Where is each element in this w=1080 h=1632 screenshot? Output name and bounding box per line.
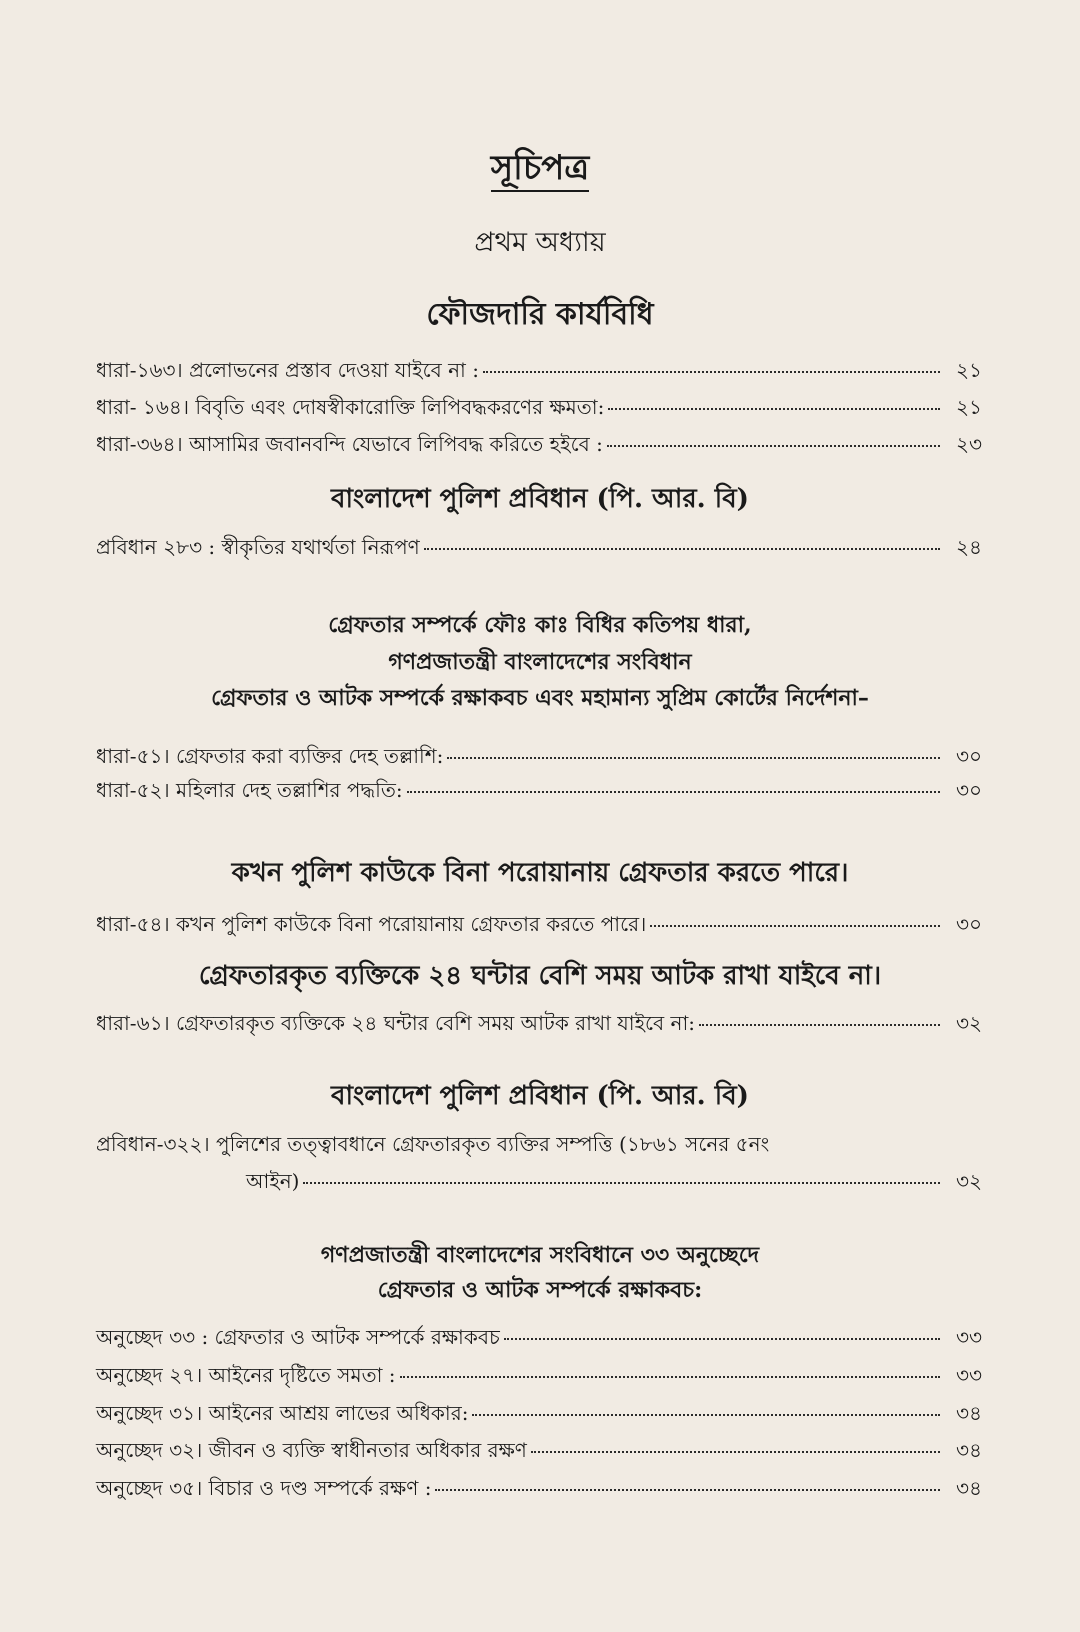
toc-entry-label: অনুচ্ছেদ ৩২। জীবন ও ব্যক্তি স্বাধীনতার অধিকার রক্ষণ xyxy=(96,1438,527,1462)
toc-entry-page: ৩০ xyxy=(955,744,982,768)
toc-entry-page: ২১ xyxy=(956,358,982,382)
leader-dots xyxy=(531,1451,940,1453)
section-heading-warrantless: কখন পুলিশ কাউকে বিনা পরোয়ানায় গ্রেফতার করতে পারে। xyxy=(231,858,849,888)
section-heading-safeguard: গ্রেফতার ও আটক সম্পর্কে রক্ষাকবচ এবং মহামান্য সুপ্রিম কোর্টের নির্দেশনা– xyxy=(211,685,869,711)
toc-entry-page: ৩৪ xyxy=(956,1401,982,1425)
page-title-text: সূচিপত্র xyxy=(491,148,590,192)
leader-dots xyxy=(435,1489,940,1491)
leader-dots xyxy=(483,371,940,373)
toc-entry-page: ৩২ xyxy=(955,1169,982,1193)
leader-dots xyxy=(608,408,940,410)
toc-entry-label: অনুচ্ছেদ ৩৩ : গ্রেফতার ও আটক সম্পর্কে রক্ষাকবচ xyxy=(96,1325,500,1349)
leader-dots xyxy=(650,925,940,927)
section-heading-24-hours: গ্রেফতারকৃত ব্যক্তিকে ২৪ ঘন্টার বেশি সময় আটক রাখা যাইবে না। xyxy=(198,961,882,991)
toc-entry-page: ৩৪ xyxy=(956,1438,982,1462)
toc-entry-line[interactable]: প্রবিধান-৩২২। পুলিশের তত্ত্বাবধানে গ্রেফতারকৃত ব্যক্তির সম্পত্তি (১৮৬১ সনের ৫নং xyxy=(96,1132,770,1156)
toc-entry[interactable] xyxy=(96,1361,982,1394)
section-heading-arrest: গ্রেফতার সম্পর্কে ফৌঃ কাঃ বিধির কতিপয় ধারা, xyxy=(328,612,752,638)
toc-entry-page: ৩০ xyxy=(955,778,982,802)
toc-entry-label: অনুচ্ছেদ ২৭। আইনের দৃষ্টিতে সমতা : xyxy=(96,1363,396,1387)
toc-entry[interactable] xyxy=(96,910,982,943)
toc-entry[interactable] xyxy=(96,356,982,389)
leader-dots xyxy=(699,1024,940,1026)
section-heading-constitution: গণপ্রজাতন্ত্রী বাংলাদেশের সংবিধান xyxy=(388,649,692,675)
toc-entry-page: ২৩ xyxy=(955,432,982,456)
leader-dots xyxy=(424,548,940,550)
toc-entry-label: প্রবিধান ২৮৩ : স্বীকৃতির যথার্থতা নিরূপণ xyxy=(96,535,420,559)
toc-entry[interactable] xyxy=(96,1399,982,1432)
toc-entry-label: ধারা-১৬৩। প্রলোভনের প্রস্তাব দেওয়া যাইবে না : xyxy=(96,358,479,382)
toc-entry[interactable] xyxy=(96,430,982,463)
toc-entry[interactable] xyxy=(246,1167,982,1200)
leader-dots xyxy=(400,1376,940,1378)
toc-entry-label: ধারা-৫৪। কখন পুলিশ কাউকে বিনা পরোয়ানায় গ্রেফতার করতে পারে। xyxy=(96,912,647,936)
leader-dots xyxy=(607,445,940,447)
chapter-heading: প্রথম অধ্যায় xyxy=(474,227,606,258)
toc-entry-page: ২১ xyxy=(956,395,982,419)
toc-entry-label: ধারা-৬১। গ্রেফতারকৃত ব্যক্তিকে ২৪ ঘন্টার বেশি সময় আটক রাখা যাইবে না: xyxy=(96,1011,695,1035)
toc-entry-page: ২৪ xyxy=(956,535,982,559)
toc-entry-label: আইন) xyxy=(246,1169,300,1193)
toc-entry[interactable] xyxy=(96,776,982,809)
toc-entry-label: অনুচ্ছেদ ৩১। আইনের আশ্রয় লাভের অধিকার: xyxy=(96,1401,469,1425)
leader-dots xyxy=(407,791,940,793)
toc-entry[interactable] xyxy=(96,393,982,426)
leader-dots xyxy=(447,757,940,759)
leader-dots xyxy=(472,1414,940,1416)
toc-entry[interactable] xyxy=(96,1474,982,1507)
page-title xyxy=(0,142,1080,199)
toc-entry-label: ধারা-৩৬৪। আসামির জবানবন্দি যেভাবে লিপিবদ্ধ করিতে হইবে : xyxy=(96,432,603,456)
section-heading-crpc: ফৌজদারি কার্যবিধি xyxy=(426,297,654,332)
section-heading-prb: বাংলাদেশ পুলিশ প্রবিধান (পি. আর. বি) xyxy=(331,484,749,514)
toc-entry[interactable] xyxy=(96,1323,982,1356)
leader-dots xyxy=(504,1338,940,1340)
toc-entry-label: ধারা-৫১। গ্রেফতার করা ব্যক্তির দেহ তল্লাশি: xyxy=(96,744,444,768)
toc-entry-page: ৩৩ xyxy=(955,1325,982,1349)
toc-entry[interactable] xyxy=(96,1009,982,1042)
toc-entry-page: ৩৪ xyxy=(956,1476,982,1500)
toc-entry-label: অনুচ্ছেদ ৩৫। বিচার ও দণ্ড সম্পর্কে রক্ষণ : xyxy=(96,1476,432,1500)
toc-entry-page: ৩৩ xyxy=(955,1363,982,1387)
section-heading-article-33-safeguard: গ্রেফতার ও আটক সম্পর্কে রক্ষাকবচ: xyxy=(377,1277,703,1303)
toc-entry[interactable] xyxy=(96,533,982,566)
toc-entry-label: ধারা-৫২। মহিলার দেহ তল্লাশির পদ্ধতি: xyxy=(96,778,403,802)
toc-entry-label: ধারা- ১৬৪। বিবৃতি এবং দোষস্বীকারোক্তি লিপিবদ্ধকরণের ক্ষমতা: xyxy=(96,395,605,419)
toc-entry-page: ৩২ xyxy=(955,1011,982,1035)
section-heading-prb-2: বাংলাদেশ পুলিশ প্রবিধান (পি. আর. বি) xyxy=(331,1081,749,1111)
leader-dots xyxy=(303,1182,940,1184)
section-heading-article-33: গণপ্রজাতন্ত্রী বাংলাদেশের সংবিধানে ৩৩ অনুচ্ছেদে xyxy=(320,1242,760,1268)
toc-entry-page: ৩০ xyxy=(955,912,982,936)
toc-entry[interactable] xyxy=(96,1436,982,1469)
toc-entry[interactable] xyxy=(96,742,982,775)
